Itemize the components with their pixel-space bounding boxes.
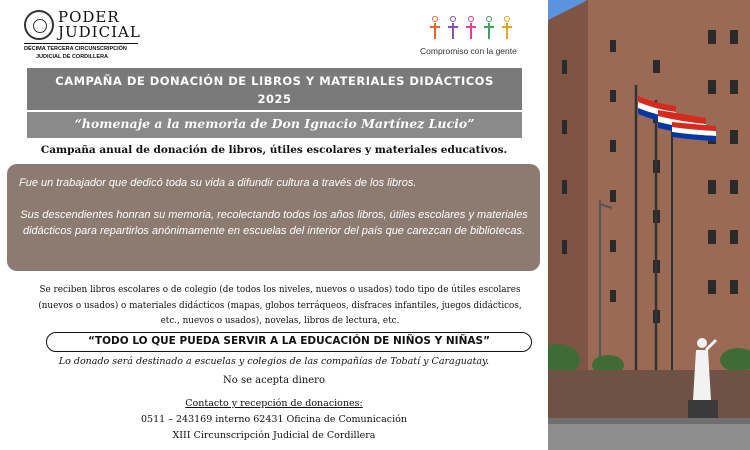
compromiso-logo bbox=[414, 12, 534, 60]
tribute-paragraph-1: Fue un trabajador que dedicó toda su vida a difundir cultura a través de los libros. bbox=[19, 177, 417, 189]
contact-office: XIII Circunscripción Judicial de Cordillera bbox=[172, 430, 376, 441]
logo-tagline: Compromiso con la gente bbox=[420, 46, 517, 56]
poder-judicial-logo bbox=[22, 8, 142, 64]
title-year: 2025 bbox=[257, 92, 292, 106]
statue-pedestal bbox=[688, 400, 718, 418]
courthouse-photo-illustration bbox=[548, 0, 750, 450]
logo-subtitle-line2: JUDICIAL DE CORDILLERA bbox=[36, 54, 109, 60]
lower-wall bbox=[548, 370, 750, 420]
quote-banner bbox=[27, 112, 522, 138]
logo-name-line2: JUDICIAL bbox=[58, 23, 141, 41]
tribute-box bbox=[7, 164, 540, 271]
tribute-paragraph-2: Sus descendientes honran su memoria, recolectando todos los años libros, útiles escolares y materiales didácticos para repartirlos anónimamente en escuelas del interior del país que carezcan de bibliotecas. bbox=[20, 209, 528, 237]
people-figures-icon bbox=[424, 12, 520, 42]
no-money-notice: No se acepta dinero bbox=[223, 375, 325, 386]
logo-divider bbox=[24, 43, 138, 44]
courthouse-photo bbox=[548, 0, 750, 450]
contact-phone: 0511 – 243169 interno 62431 Oficina de Comunicación bbox=[141, 414, 407, 425]
person-figure-icon bbox=[466, 16, 476, 40]
title-banner bbox=[27, 68, 522, 110]
logo-name-line1: PODER bbox=[58, 8, 120, 26]
person-figure-icon bbox=[502, 16, 512, 40]
seal-icon bbox=[24, 10, 54, 40]
destination-text: Lo donado será destinado a escuelas y colegios de las compañías de Tobatí y Caraguatay. bbox=[58, 356, 490, 367]
accepted-items-text: Se reciben libros escolares o de colegio (de todos los niveles, nuevos o usados) todo tipo de útiles escolares (nuevos o usados) o materiales didácticos (mapas, globos terráqueos, disfraces infantiles, juegos didácticos, etc., nuevos o usados), novelas, libros de lectura, etc. bbox=[38, 285, 522, 326]
tribute-quote: “homenaje a la memoria de Don Ignacio Martínez Lucio” bbox=[74, 116, 475, 131]
slogan-pill: “TODO LO QUE PUEDA SERVIR A LA EDUCACIÓN DE NIÑOS Y NIÑAS” bbox=[46, 332, 532, 352]
person-figure-icon bbox=[448, 16, 458, 40]
person-figure-icon bbox=[430, 16, 440, 40]
contact-heading: Contacto y recepción de donaciones: bbox=[185, 398, 363, 409]
title-line1: CAMPAÑA DE DONACIÓN DE LIBROS Y MATERIALES DIDÁCTICOS bbox=[55, 74, 494, 88]
person-figure-icon bbox=[484, 16, 494, 40]
campaign-description: Campaña anual de donación de libros, útiles escolares y materiales educativos. bbox=[40, 144, 508, 156]
logo-subtitle-line1: DÉCIMA TERCERA CIRCUNSCRIPCIÓN bbox=[24, 46, 127, 52]
